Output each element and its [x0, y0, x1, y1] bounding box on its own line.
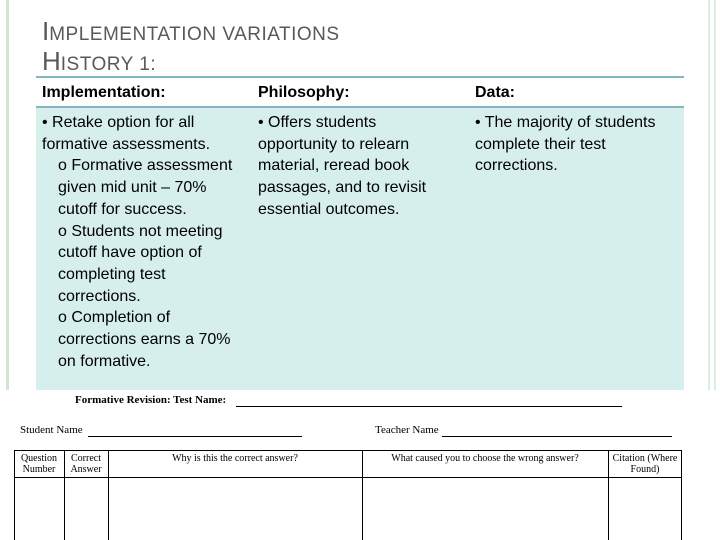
data-cell	[475, 112, 673, 177]
implementation-sub-item: o Students not meeting cutoff have option of completing test corrections.	[58, 222, 223, 305]
grid-col-line	[108, 450, 109, 540]
col-why-correct: Why is this the correct answer?	[172, 453, 298, 464]
grid-col-line	[362, 450, 363, 540]
slide-title	[42, 16, 340, 76]
philosophy-text: • Offers students opportunity to relearn material, reread book passages, and to revisit essential outcomes.	[258, 114, 427, 218]
implementation-cell	[42, 112, 248, 372]
worksheet-image	[0, 390, 720, 540]
grid-col-line	[681, 450, 682, 540]
test-name-line	[236, 406, 622, 407]
teacher-name-line	[442, 436, 672, 437]
worksheet-heading: Formative Revision: Test Name:	[75, 394, 227, 406]
student-name-label: Student Name	[20, 424, 83, 436]
grid-col-line	[64, 450, 65, 540]
title-line-2: HISTORY 1:	[42, 46, 157, 76]
grid-col-line	[608, 450, 609, 540]
implementation-sub-item: o Formative assessment given mid unit – 70% cutoff for success.	[58, 157, 233, 218]
col-correct-answer: Correct Answer	[70, 453, 102, 475]
header-data: Data:	[475, 84, 516, 101]
title-line-1: IMPLEMENTATION VARIATIONS	[42, 16, 340, 46]
title-divider	[36, 76, 684, 78]
teacher-name-label: Teacher Name	[375, 424, 439, 436]
col-question-number: Question Number	[20, 453, 58, 475]
table-body-row	[36, 108, 684, 390]
header-implementation: Implementation:	[42, 84, 166, 101]
col-citation: Citation (Where Found)	[612, 453, 678, 475]
grid-col-line	[14, 450, 15, 540]
implementation-bullet: • Retake option for all formative assessments.	[42, 114, 211, 153]
implementation-sub-item: o Completion of corrections earns a 70% on formative.	[58, 309, 231, 370]
table-header-row	[36, 79, 684, 108]
philosophy-cell	[258, 112, 450, 221]
data-text: • The majority of students complete their test corrections.	[475, 114, 656, 175]
student-name-line	[88, 436, 302, 437]
grid-header-bottom	[14, 477, 682, 478]
col-what-caused: What caused you to choose the wrong answer?	[391, 453, 579, 464]
header-philosophy: Philosophy:	[258, 84, 350, 101]
grid-top	[14, 450, 682, 451]
